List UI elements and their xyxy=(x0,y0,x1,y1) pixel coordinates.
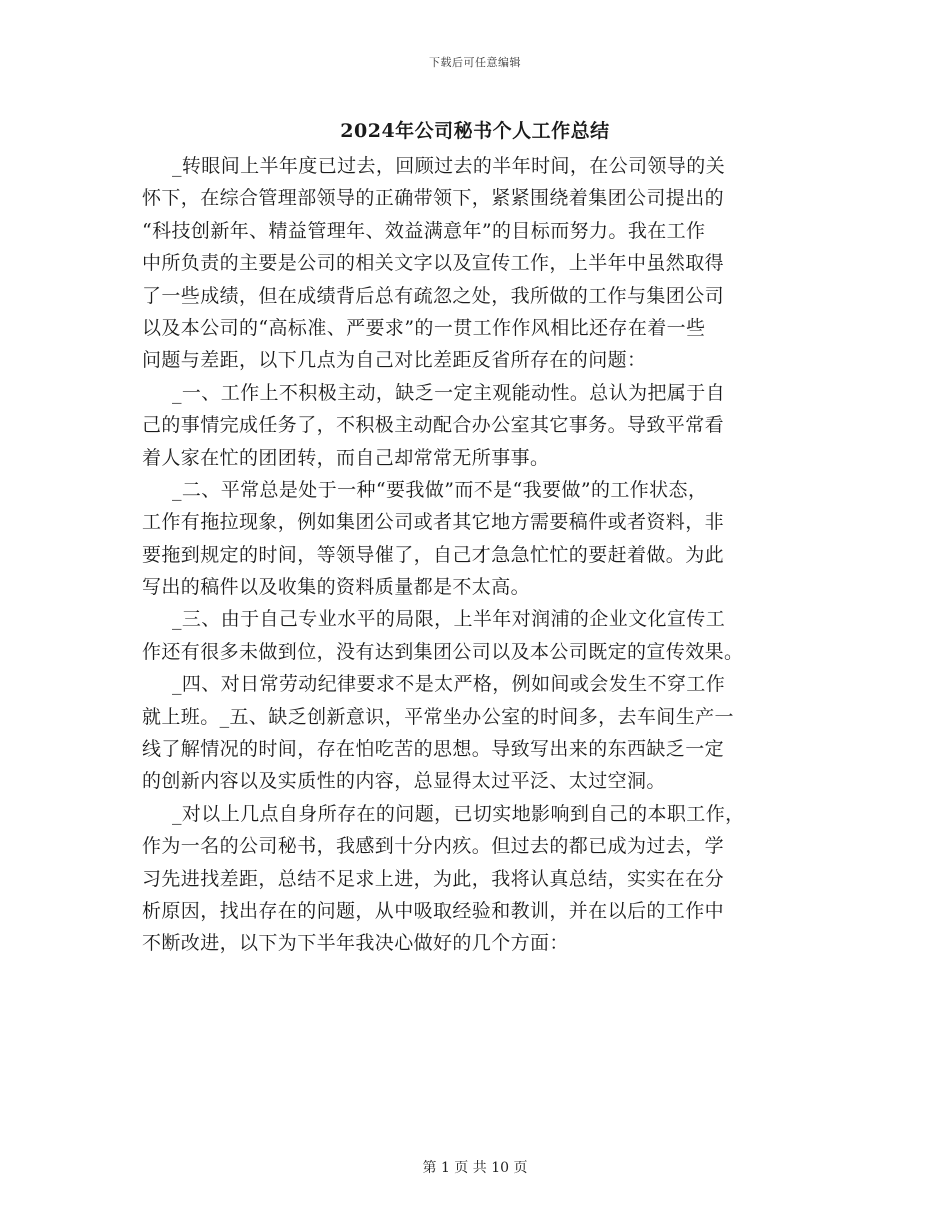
header-note: 下载后可任意编辑 xyxy=(429,56,521,69)
paragraph-line: 就上班。_五、缺乏创新意识，平常坐办公室的时间多，去车间生产一 xyxy=(142,705,734,728)
paragraph-line: _三、由于自己专业水平的局限，上半年对润浦的企业文化宣传工 xyxy=(172,608,726,631)
document-body xyxy=(142,150,822,960)
paragraph-line: 写出的稿件以及收集的资料质量都是不太高。 xyxy=(142,576,531,599)
paragraph-line: 问题与差距，以下几点为自己对比差距反省所存在的问题： xyxy=(142,349,647,372)
paragraph-line: _一、工作上不积极主动，缺乏一定主观能动性。总认为把属于自 xyxy=(172,381,726,404)
paragraph-line: 怀下，在综合管理部领导的正确带领下，紧紧围绕着集团公司提出的 xyxy=(142,187,725,210)
paragraph-line: 不断改进，以下为下半年我决心做好的几个方面： xyxy=(142,932,569,955)
paragraph-line: 着人家在忙的团团转，而自己却常常无所事事。 xyxy=(142,446,550,469)
paragraph-line: 析原因，找出存在的问题，从中吸取经验和教训，并在以后的工作中 xyxy=(142,899,725,922)
paragraph-line: 习先进找差距，总结不足求上进，为此，我将认真总结，实实在在分 xyxy=(142,867,725,890)
paragraph-line: 要拖到规定的时间，等领导催了，自己才急急忙忙的要赶着做。为此 xyxy=(142,543,725,566)
paragraph-line: _对以上几点自身所存在的问题，已切实地影响到自己的本职工作， xyxy=(172,802,745,825)
paragraph-line: 的创新内容以及实质性的内容，总显得太过平泛、太过空洞。 xyxy=(142,770,666,793)
paragraph-line: 中所负责的主要是公司的相关文字以及宣传工作，上半年中虽然取得 xyxy=(142,252,725,275)
paragraph-line: 作为一名的公司秘书，我感到十分内疚。但过去的都已成为过去，学 xyxy=(142,835,725,858)
paragraph-line: 了一些成绩，但在成绩背后总有疏忽之处，我所做的工作与集团公司 xyxy=(142,284,725,307)
paragraph-line: 线了解情况的时间，存在怕吃苦的思想。导致写出来的东西缺乏一定 xyxy=(142,738,725,761)
paragraph-line: 工作有拖拉现象，例如集团公司或者其它地方需要稿件或者资料，非 xyxy=(142,511,725,534)
paragraph-line: _四、对日常劳动纪律要求不是太严格，例如间或会发生不穿工作 xyxy=(172,673,726,696)
paragraph-line: “科技创新年、精益管理年、效益满意年”的目标而努力。我在工作 xyxy=(142,219,706,242)
paragraph-line: _二、平常总是处于一种“要我做”而不是“我要做”的工作状态， xyxy=(172,478,708,501)
page-footer: 第 1 页 共 10 页 xyxy=(422,1160,528,1176)
paragraph-line: 作还有很多未做到位，没有达到集团公司以及本公司既定的宣传效果。 xyxy=(142,640,744,663)
paragraph-line: 己的事情完成任务了，不积极主动配合办公室其它事务。导致平常看 xyxy=(142,414,725,437)
paragraph-line: 以及本公司的“高标准、严要求”的一贯工作作风相比还存在着一些 xyxy=(142,316,706,339)
document-title: 2024年公司秘书个人工作总结 xyxy=(340,120,610,142)
paragraph-line: _转眼间上半年度已过去，回顾过去的半年时间，在公司领导的关 xyxy=(172,155,726,177)
